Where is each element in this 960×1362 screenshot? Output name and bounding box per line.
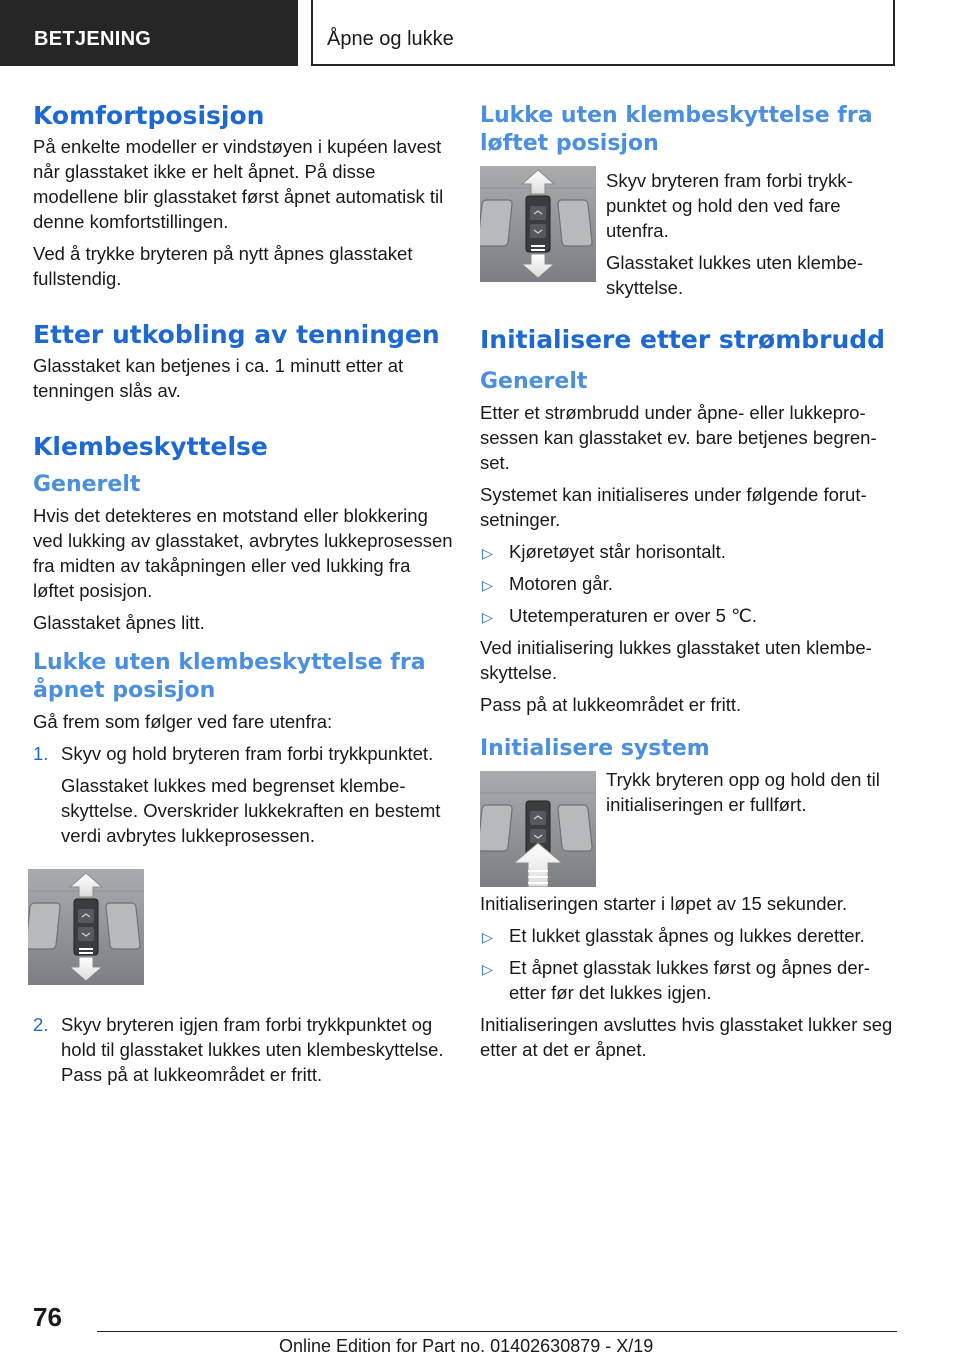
- triangle-bullet-icon: ▷: [482, 545, 493, 561]
- section-label: BETJENING: [0, 0, 298, 66]
- left-column: [33, 100, 453, 1094]
- paragraph: Glasstaket lukkes uten klembeskyttelse.: [606, 252, 864, 298]
- paragraph: Etter et strømbrudd under åpne- eller lukkeprosessen kan glasstaket ev. bare betjenes begrenset.: [480, 402, 877, 473]
- heading-komfortposisjon: Komfortposisjon: [33, 101, 265, 130]
- triangle-bullet-icon: ▷: [482, 929, 493, 945]
- paragraph: Initialiseringen starter i løpet av 15 sekunder.: [480, 893, 848, 914]
- footer-divider: [97, 1331, 897, 1332]
- step-number: 1.: [33, 743, 49, 764]
- paragraph: Skyv bryteren fram forbi trykkpunktet og hold den ved fare utenfra.: [606, 170, 853, 241]
- heading-klembeskyttelse: Klembeskyttelse: [33, 432, 268, 461]
- paragraph: På enkelte modeller er vindstøyen i kupéen lavest når glasstaket ikke er helt åpnet. På disse modellene blir glasstaket først åpnet automatisk til denne komfortstillingen.: [33, 136, 444, 232]
- subheading-generelt: Generelt: [33, 472, 141, 497]
- heading-etter-utkobling: Etter utkobling av tenningen: [33, 320, 440, 349]
- paragraph: Glasstaket kan betjenes i ca. 1 minutt etter at tenningen slås av.: [33, 355, 404, 401]
- paragraph: Ved initialisering lukkes glasstaket uten klembeskyttelse.: [480, 637, 872, 683]
- figure-block: [480, 162, 900, 300]
- step-number: 2.: [33, 1014, 49, 1035]
- list-item: ▷ Utetemperaturen er over 5 ℃.: [480, 603, 900, 628]
- list-item: ▷ Et åpnet glasstak lukkes først og åpnes deretter før det lukkes igjen.: [482, 957, 870, 1003]
- chapter-title: Åpne og lukke: [311, 0, 895, 66]
- subheading-lukke-loftet: Lukke uten klembeskyttelse fra løftet posisjon: [480, 103, 873, 156]
- paragraph: Pass på at lukkeområdet er fritt.: [480, 694, 742, 715]
- heading-initialisere-strombrudd: Initialisere etter strømbrudd: [480, 325, 886, 354]
- figure-block: [480, 767, 900, 891]
- subheading-generelt: Generelt: [480, 369, 588, 394]
- subheading-lukke-apnet: Lukke uten klembeskyttelse fra åpnet posisjon: [33, 650, 426, 703]
- paragraph: Hvis det detekteres en motstand eller blokkering ved lukking av glasstaket, avbrytes lukkeprosessen fra midten av takåpningen eller ved lukking fra løftet posisjon.: [33, 505, 453, 601]
- triangle-bullet-icon: ▷: [482, 609, 493, 625]
- bullet-list: [480, 923, 900, 1005]
- step-text: Skyv bryteren igjen fram forbi trykkpunktet og hold til glasstaket lukkes uten klembeskyttelse. Pass på at lukkeområdet er fritt.: [61, 1014, 444, 1085]
- step-list: [33, 1012, 453, 1087]
- switch-push-up-illustration: [480, 771, 596, 887]
- footer-edition: Online Edition for Part no. 01402630879 - X/19: [279, 1336, 654, 1356]
- bullet-list: [480, 539, 900, 628]
- step-item: [33, 1012, 453, 1087]
- paragraph: Ved å trykke bryteren på nytt åpnes glasstaket fullstendig.: [33, 243, 413, 289]
- paragraph: Trykk bryteren opp og hold den til initialiseringen er fullført.: [606, 769, 880, 815]
- step-text: Skyv og hold bryteren fram forbi trykkpunktet.: [61, 743, 434, 764]
- list-item: ▷ Et lukket glasstak åpnes og lukkes deretter.: [480, 923, 900, 948]
- paragraph: Gå frem som følger ved fare utenfra:: [33, 711, 333, 732]
- step-list: [33, 741, 453, 848]
- list-item: ▷ Kjøretøyet står horisontalt.: [480, 539, 900, 564]
- page-header: [0, 0, 960, 66]
- paragraph: Glasstaket åpnes litt.: [33, 612, 205, 633]
- paragraph: Systemet kan initialiseres under følgende forutsetninger.: [480, 484, 867, 530]
- triangle-bullet-icon: ▷: [482, 577, 493, 593]
- paragraph: Initialiseringen avsluttes hvis glasstaket lukker seg etter at det er åpnet.: [480, 1014, 893, 1060]
- step-item: [33, 741, 453, 848]
- switch-push-forward-illustration: [480, 166, 596, 282]
- step-note: Glasstaket lukkes med begrenset klembeskyttelse. Overskrider lukkekraften en bestemt verdi avbrytes lukkeprosessen.: [61, 775, 441, 846]
- switch-push-forward-illustration: [28, 869, 144, 985]
- right-column: [480, 100, 900, 1069]
- triangle-bullet-icon: ▷: [482, 961, 493, 977]
- page-number: 76: [33, 1302, 62, 1332]
- subheading-initialisere-system: Initialisere system: [480, 736, 710, 761]
- list-item: ▷ Motoren går.: [480, 571, 900, 596]
